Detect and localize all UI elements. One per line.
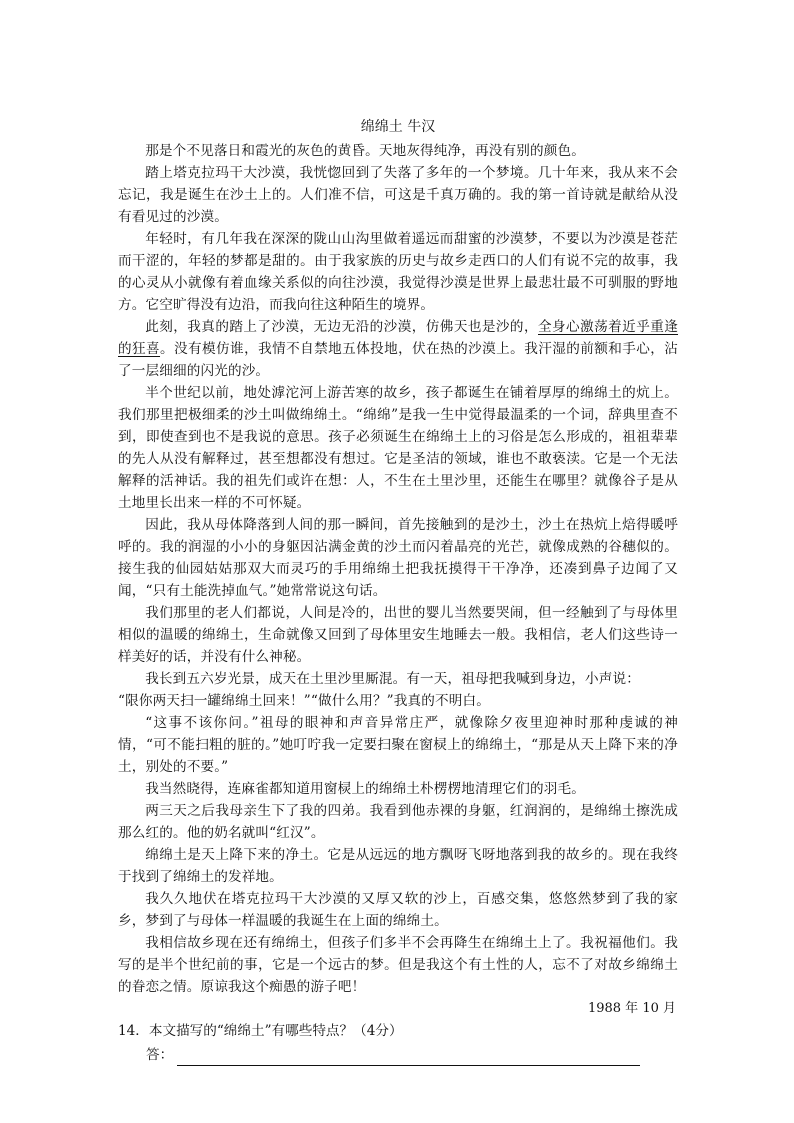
essay-paragraph — [118, 316, 678, 382]
document-page — [118, 116, 678, 1066]
essay-paragraph: 年轻时，有几年我在深深的陇山山沟里做着遥远而甜蜜的沙漠梦，不要以为沙漠是苍茫而干涩的，年轻的梦都是甜的。由于我家族的历史与故乡走西口的人们有说不完的故事，我的心灵从小就像有着血缘关系似的向往沙漠，我觉得沙漠是世界上最悲壮最不可驯服的野地方。它空旷得没有边沿，而我向往这种陌生的境界。 — [118, 231, 678, 313]
essay-paragraph: 绵绵土是天上降下来的净土。它是从远远的地方飘呀飞呀地落到我的故乡的。现在我终于找到了绵绵土的发祥地。 — [118, 847, 678, 885]
question-14: 14．本文描写的“绵绵土”有哪些特点？（4分） — [118, 1023, 403, 1039]
essay-paragraph: 两三天之后我母亲生下了我的四弟。我看到他赤裸的身躯，红润润的，是绵绵土擦洗成那么红的。他的奶名就叫“红汉”。 — [118, 803, 678, 841]
essay-date: 1988 年 10 月 — [587, 1001, 676, 1016]
answer-row — [146, 1044, 678, 1066]
essay-paragraph: “限你两天扫一罐绵绵土回来！”“做什么用？”我真的不明白。 — [118, 693, 490, 709]
underlined-phrase: 全身心激荡着近乎重逢的狂喜 — [118, 319, 679, 357]
essay-paragraph: 踏上塔克拉玛干大沙漠，我恍惚回到了失落了多年的一个梦境。几十年来，我从来不会忘记，我是诞生在沙土上的。人们准不信，可这是千真万确的。我的第一首诗就是献给从没有看见过的沙漠。 — [118, 165, 678, 225]
paragraph-text: 此刻，我真的踏上了沙漠，无边无沿的沙漠，仿佛天也是沙的， — [145, 319, 538, 335]
essay-title: 绵绵土 牛汉 — [360, 119, 436, 135]
answer-label: 答： — [146, 1047, 174, 1063]
essay-paragraph: 那是个不见落日和霞光的灰色的黄昏。天地灰得纯净，再没有别的颜色。 — [145, 143, 585, 159]
paragraph-text: 。没有模仿谁，我情不自禁地五体投地，伏在热的沙漠上。我汗湿的前额和手心，沾了一层细细的闪光的沙。 — [118, 341, 678, 379]
essay-paragraph: 因此，我从母体降落到人间的那一瞬间，首先接触到的是沙土，沙土在热炕上焙得暖呼呼的。我的润湿的小小的身躯因沾满金黄的沙土而闪着晶亮的光芒，就像成熟的谷穗似的。接生我的仙园姑姑那双大而灵巧的手用绵绵土把我抚摸得干干净净，还凑到鼻子边闻了又闻，“只有土能洗掉血气。”她常常说这句话。 — [118, 517, 678, 599]
essay-paragraph: 我相信故乡现在还有绵绵土，但孩子们多半不会再降生在绵绵土上了。我祝福他们。我写的是半个世纪前的事，它是一个远古的梦。但是我这个有土性的人，忘不了对故乡绵绵土的眷恋之情。原谅我这个痴愚的游子吧！ — [118, 935, 678, 995]
essay-paragraph: 我长到五六岁光景，成天在土里沙里厮混。有一天，祖母把我喊到身边，小声说： — [145, 671, 640, 687]
essay-paragraph: 我久久地伏在塔克拉玛干大沙漠的又厚又软的沙上，百感交集，悠悠然梦到了我的家乡，梦到了与母体一样温暖的我诞生在上面的绵绵土。 — [118, 891, 678, 929]
essay-paragraph: 我们那里的老人们都说，人间是冷的，出世的婴儿当然要哭闹，但一经触到了与母体里相似的温暖的绵绵土，生命就像又回到了母体里安生地睡去一般。我相信，老人们这些诗一样美好的话，并没有什么神秘。 — [118, 605, 678, 665]
answer-line[interactable] — [177, 1051, 640, 1066]
essay-paragraph: 我当然晓得，连麻雀都知道用窗棂上的绵绵土朴楞楞地清理它们的羽毛。 — [145, 781, 585, 797]
essay-paragraph: “这事不该你问。”祖母的眼神和声音异常庄严，就像除夕夜里迎神时那种虔诚的神情，“可不能扫粗的脏的。”她叮咛我一定要扫聚在窗棂上的绵绵土，“那是从天上降下来的净土，别处的不要。” — [118, 715, 678, 775]
essay-paragraph: 半个世纪以前，地处滹沱河上游苦寒的故乡，孩子都诞生在铺着厚厚的绵绵土的炕上。我们那里把极细柔的沙土叫做绵绵土。“绵绵”是我一生中觉得最温柔的一个词，辞典里查不到，即使查到也不是我说的意思。孩子必须诞生在绵绵土上的习俗是怎么形成的，祖祖辈辈的先人从没有解释过，甚至想都没有想过。它是圣洁的领域，谁也不敢亵渎。它是一个无法解释的活神话。我的祖先们或许在想：人，不生在土里沙里，还能生在哪里？就像谷子是从土地里长出来一样的不可怀疑。 — [118, 385, 678, 511]
essay-body — [118, 140, 678, 998]
